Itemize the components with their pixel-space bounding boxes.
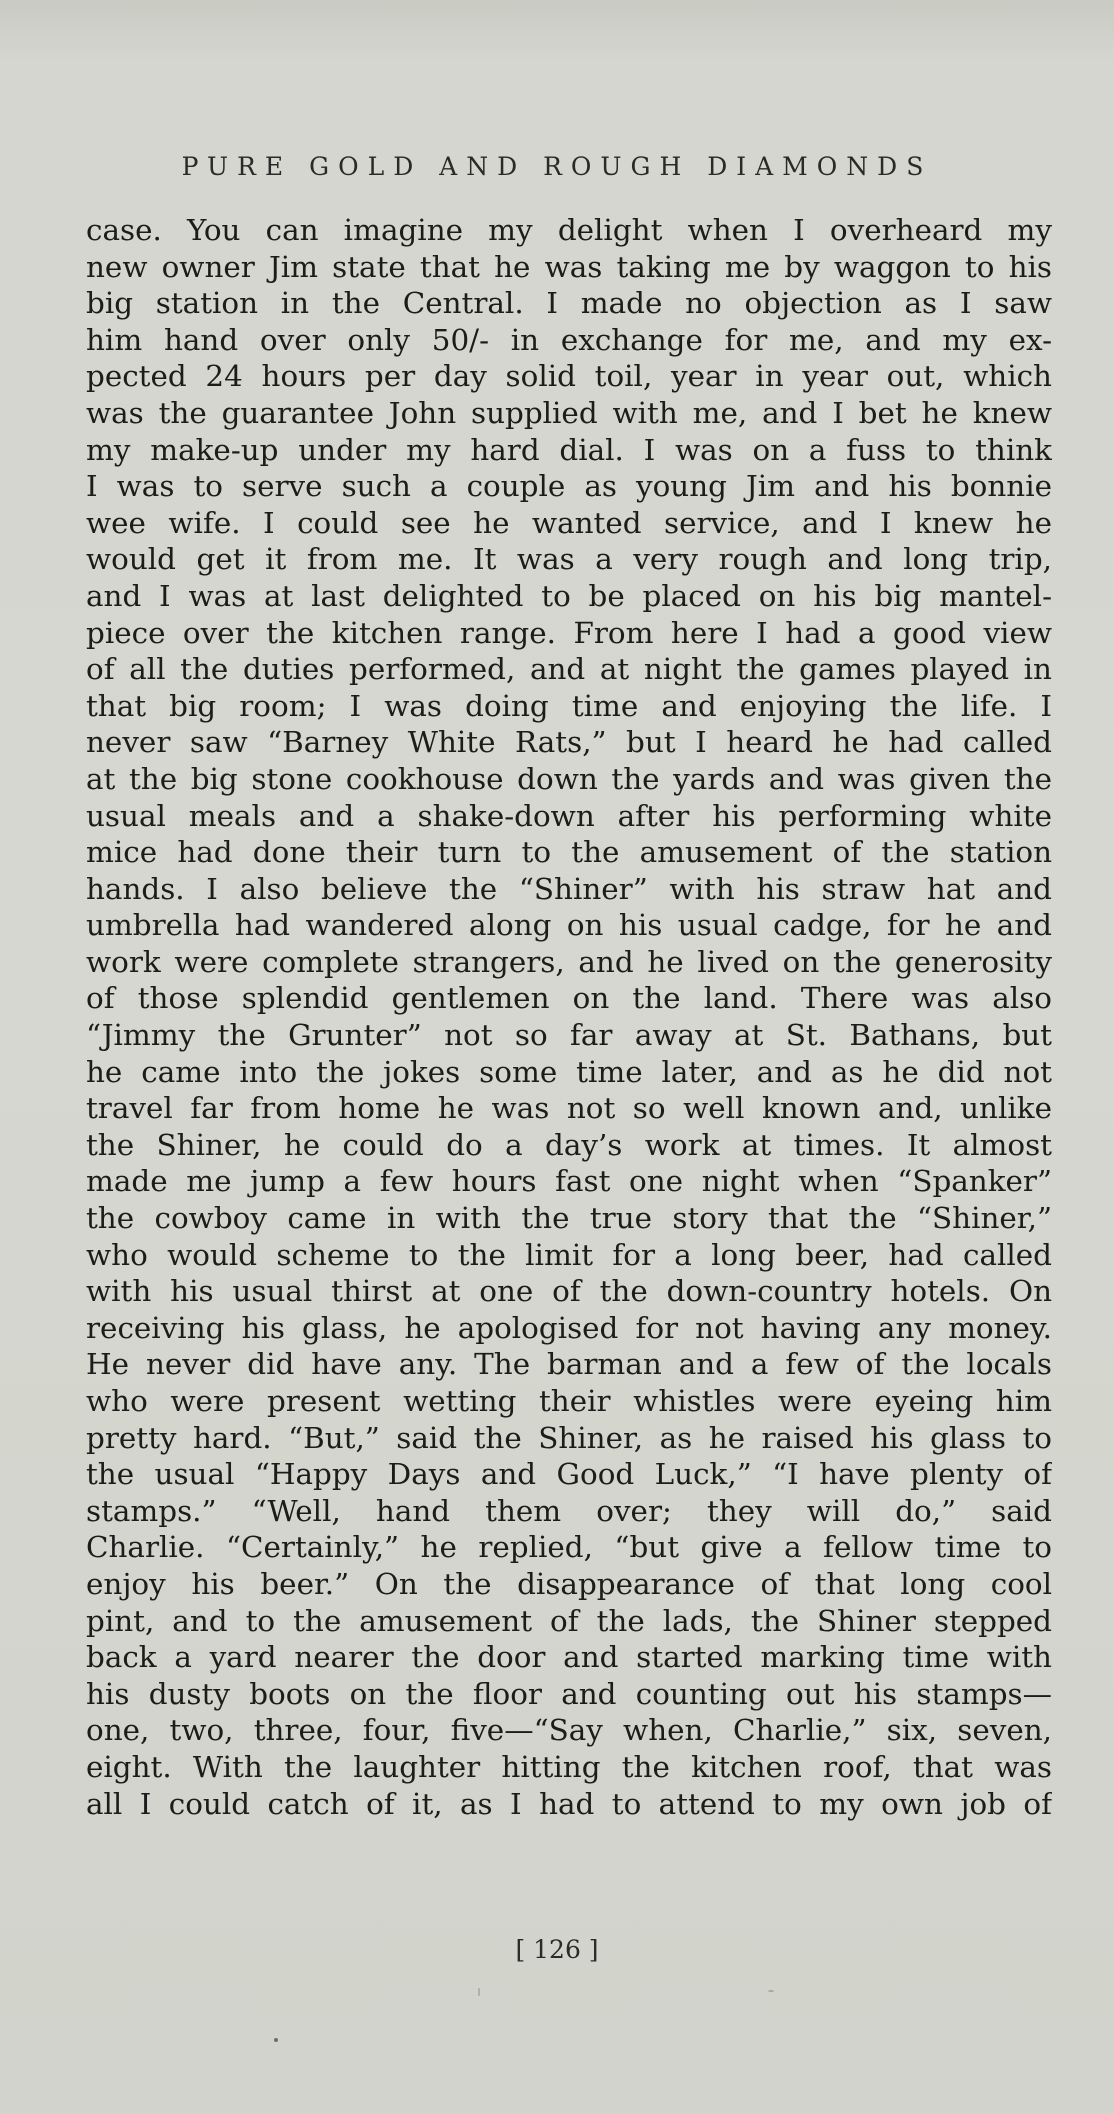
text-line: eight. With the laughter hitting the kitchen roof, that was: [86, 1749, 1052, 1784]
paper-speck: [768, 1990, 774, 1992]
text-line: all I could catch of it, as I had to attend to my own job of: [86, 1786, 1052, 1821]
text-line: pretty hard. “But,” said the Shiner, as he raised his glass to: [86, 1420, 1052, 1455]
text-line: pected 24 hours per day solid toil, year in year out, which: [86, 359, 1052, 394]
text-line: enjoy his beer.” On the disappearance of that long cool: [86, 1566, 1052, 1601]
text-line: case. You can imagine my delight when I overheard my: [86, 213, 1052, 247]
text-line: He never did have any. The barman and a few of the locals: [86, 1347, 1052, 1382]
text-line: of those splendid gentlemen on the land. There was also: [86, 981, 1052, 1016]
text-line: of all the duties performed, and at night the games played in: [86, 652, 1052, 687]
text-line: pint, and to the amusement of the lads, the Shiner stepped: [86, 1603, 1052, 1638]
text-line: umbrella had wandered along on his usual cadge, for he and: [86, 908, 1052, 943]
text-line: was the guarantee John supplied with me, and I bet he knew: [86, 395, 1052, 430]
text-line: that big room; I was doing time and enjoying the life. I: [86, 688, 1052, 723]
text-line: the Shiner, he could do a day’s work at times. It almost: [86, 1127, 1052, 1162]
running-head: PURE GOLD AND ROUGH DIAMONDS: [181, 152, 933, 181]
text-line: usual meals and a shake-down after his performing white: [86, 798, 1052, 833]
text-line: with his usual thirst at one of the down-country hotels. On: [86, 1274, 1052, 1309]
text-line: made me jump a few hours fast one night when “Spanker”: [86, 1164, 1052, 1199]
text-line: my make-up under my hard dial. I was on a fuss to think: [86, 432, 1052, 467]
text-line: who were present wetting their whistles were eyeing him: [86, 1384, 1052, 1418]
text-line: he came into the jokes some time later, and as he did not: [86, 1054, 1052, 1089]
text-line: the cowboy came in with the true story that the “Shiner,”: [86, 1201, 1052, 1236]
text-line: work were complete strangers, and he lived on the generosity: [86, 944, 1052, 979]
page-number: [ 126 ]: [515, 1935, 599, 1964]
text-line: would get it from me. It was a very rough and long trip,: [86, 542, 1052, 577]
text-line: hands. I also believe the “Shiner” with his straw hat and: [86, 871, 1052, 906]
text-line: big station in the Central. I made no objection as I saw: [86, 286, 1052, 321]
text-line: “Jimmy the Grunter” not so far away at St. Bathans, but: [86, 1018, 1052, 1053]
text-line: his dusty boots on the floor and counting out his stamps—: [86, 1676, 1052, 1711]
text-line: receiving his glass, he apologised for not having any money.: [86, 1310, 1052, 1345]
text-line: back a yard nearer the door and started marking time with: [86, 1640, 1052, 1675]
text-line: at the big stone cookhouse down the yards and was given the: [86, 761, 1052, 796]
text-line: stamps.” “Well, hand them over; they will do,” said: [86, 1493, 1052, 1528]
text-line: who would scheme to the limit for a long beer, had called: [86, 1237, 1052, 1272]
text-line: Charlie. “Certainly,” he replied, “but give a fellow time to: [86, 1530, 1052, 1565]
text-line: wee wife. I could see he wanted service, and I knew he: [86, 505, 1052, 540]
text-line: him hand over only 50/- in exchange for me, and my ex-: [86, 322, 1052, 357]
paper-speck: [478, 1988, 480, 1996]
text-line: never saw “Barney White Rats,” but I heard he had called: [86, 725, 1052, 760]
text-line: new owner Jim state that he was taking me by waggon to his: [86, 249, 1052, 284]
text-line: and I was at last delighted to be placed on his big mantel-: [86, 578, 1052, 613]
text-line: piece over the kitchen range. From here I had a good view: [86, 615, 1052, 650]
text-line: I was to serve such a couple as young Jim and his bonnie: [86, 469, 1052, 504]
text-line: the usual “Happy Days and Good Luck,” “I have plenty of: [86, 1457, 1052, 1492]
body-text: [86, 212, 1052, 1822]
text-line: mice had done their turn to the amusement of the station: [86, 835, 1052, 870]
text-line: travel far from home he was not so well known and, unlike: [86, 1091, 1052, 1126]
text-line: one, two, three, four, five—“Say when, Charlie,” six, seven,: [86, 1713, 1052, 1748]
paper-speck: [274, 2038, 278, 2042]
